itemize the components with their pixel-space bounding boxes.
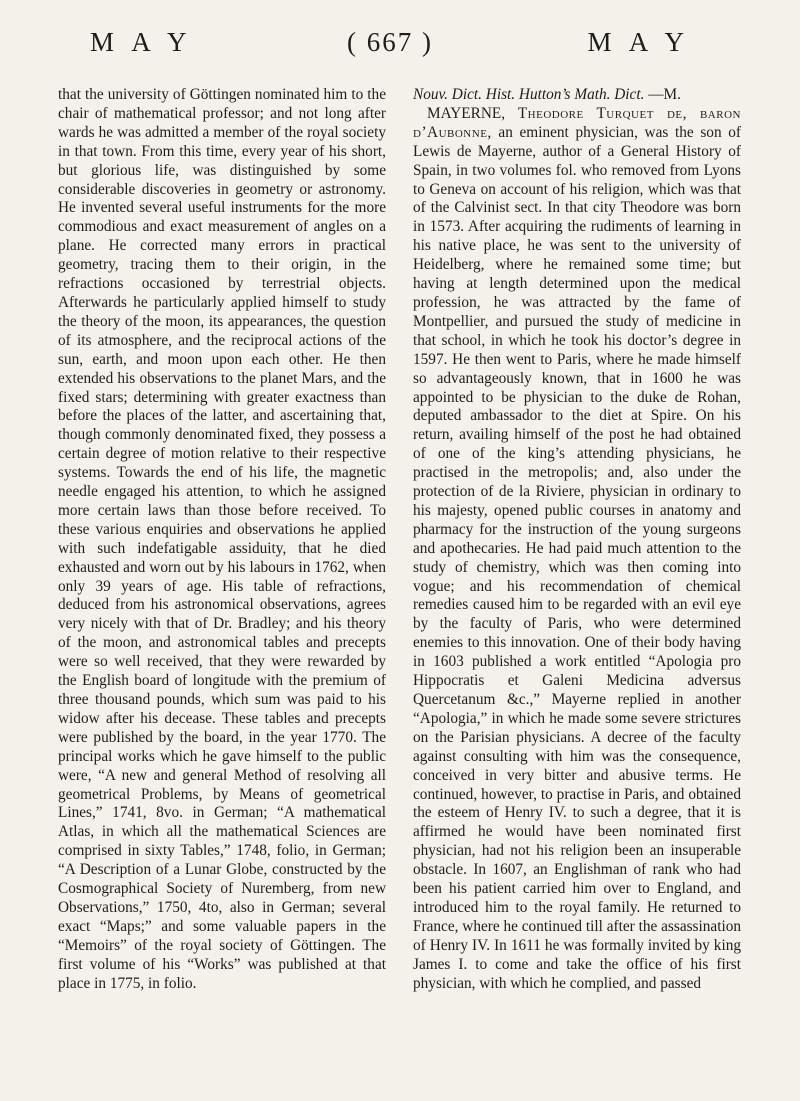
header-left-word: M A Y [90,26,193,57]
running-header [90,24,690,60]
source-reference: Nouv. Dict. Hist. Hutton’s Math. Dict. [413,86,645,103]
source-suffix: —M. [644,86,681,103]
entry-body: an eminent physician, was the son of Lewis de Mayerne, author of a General History of Spain, in two volumes fol. who removed from Lyons to Geneva on account of his religion, which was that of the Calvinist sect. In that city Theodore was born in 1573. After acquiring the rudiments of learning in his native place, he was sent to the university of Heidelberg, where he remained some time; but having at length determined upon the medical profession, he was attracted by the fame of Montpellier, and pursued the study of medicine in that school, in which he took his doctor’s degree in 1597. He then went to Paris, where he made himself so advantageously known, that in 1600 he was appointed to be physician to the duke de Rohan, deputed ambassador to the diet at Spire. On his return, availing himself of the post he had obtained of one of the king’s attending physicians, he practised in the metropolis; and, also under the protection of de la Riviere, physician in ordinary to his majesty, opened public courses in anatomy and pharmacy for the instruction of the young surgeons and apothecaries. He had paid much attention to the study of chemistry, which was then coming into vogue; and his recommendation of chemical remedies caused him to be regarded with an evil eye by the faculty of Paris, who were determined enemies to this innovation. One of their body having in 1603 published a work entitled “Apologia pro Hippocratis et Galeni Medicina adversus Quercetanum &c.,” Mayerne replied in another “Apologia,” in which he made some severe strictures on the Parisian physicians. A decree of the faculty against consulting with him was the consequence, conceived in very bitter and abusive terms. He continued, however, to practise in Paris, and obtained the esteem of Henry IV. to such a degree, that it is affirmed he would have been nominated first physician, had not his religion been an insuperable obstacle. In 1607, an Englishman of rank who had been his patient carried him over to England, and introduced him to the royal family. He returned to France, where he continued till after the assassination of Henry IV. In 1611 he was formally invited by king James I. to come and take the office of his first physician, with which he complied, and passed [413,123,741,992]
entry-mayerne [413,105,741,994]
source-citation [413,86,741,105]
page-number: ( 667 ) [347,26,433,57]
entry-title: baron d’Aubonne, [413,104,741,141]
entry-headword: MAYERNE, [427,104,506,122]
right-column [413,86,741,994]
left-column [58,86,386,994]
header-right-word: M A Y [587,26,690,57]
left-column-text: that the university of Göttingen nominated him to the chair of mathematical professor; and not long after wards he was admitted a member of the royal society in that town. From this time, every year of his short, but glorious life, was distinguished by some considerable discoveries in geometry or astronomy. He invented several useful instruments for the more commodious and exact measurement of angles on a plane. He corrected many errors in practical geometry, tracing them to their origin, in the refractions occasioned by terrestrial objects. Afterwards he particularly applied himself to study the theory of the moon, its appearances, the question of its atmosphere, and the reciprocal actions of the sun, earth, and moon upon each other. He then extended his observations to the planet Mars, and the fixed stars; determining with greater exactness than before the places of the latter, and ascertaining that, though commonly denominated fixed, they possess a certain degree of motion relative to their respective systems. Towards the end of his life, the magnetic needle engaged his attention, to which he assigned more certain laws than those before received. To these various enquiries and observations he applied with such indefatigable assiduity, that he died exhausted and worn out by his labours in 1762, when only 39 years of age. His table of refractions, deduced from his astronomical observations, agrees very nicely with that of Dr. Bradley; and his theory of the moon, and astronomical tables and precepts were so well received, that they were rewarded by the English board of longitude with the premium of three thousand pounds, which sum was paid to his widow after his decease. These tables and precepts were published by the board, in the year 1770. The principal works which he gave himself to the public were, “A new and general Method of resolving all geometrical Problems, by Means of geometrical Lines,” 1741, 8vo. in German; “A mathematical Atlas, in which all the mathematical Sciences are comprised in sixty Tables,” 1748, folio, in German; “A Description of a Lunar Globe, constructed by the Cosmographical Society of Nuremberg, from new Observations,” 1750, 4to, also in German; several exact “Maps;” and some valuable papers in the “Memoirs” of the royal society of Göttingen. The first volume of his “Works” was published at that place in 1775, in folio. [58,86,386,992]
entry-name: Theodore Turquet de, [505,104,687,122]
